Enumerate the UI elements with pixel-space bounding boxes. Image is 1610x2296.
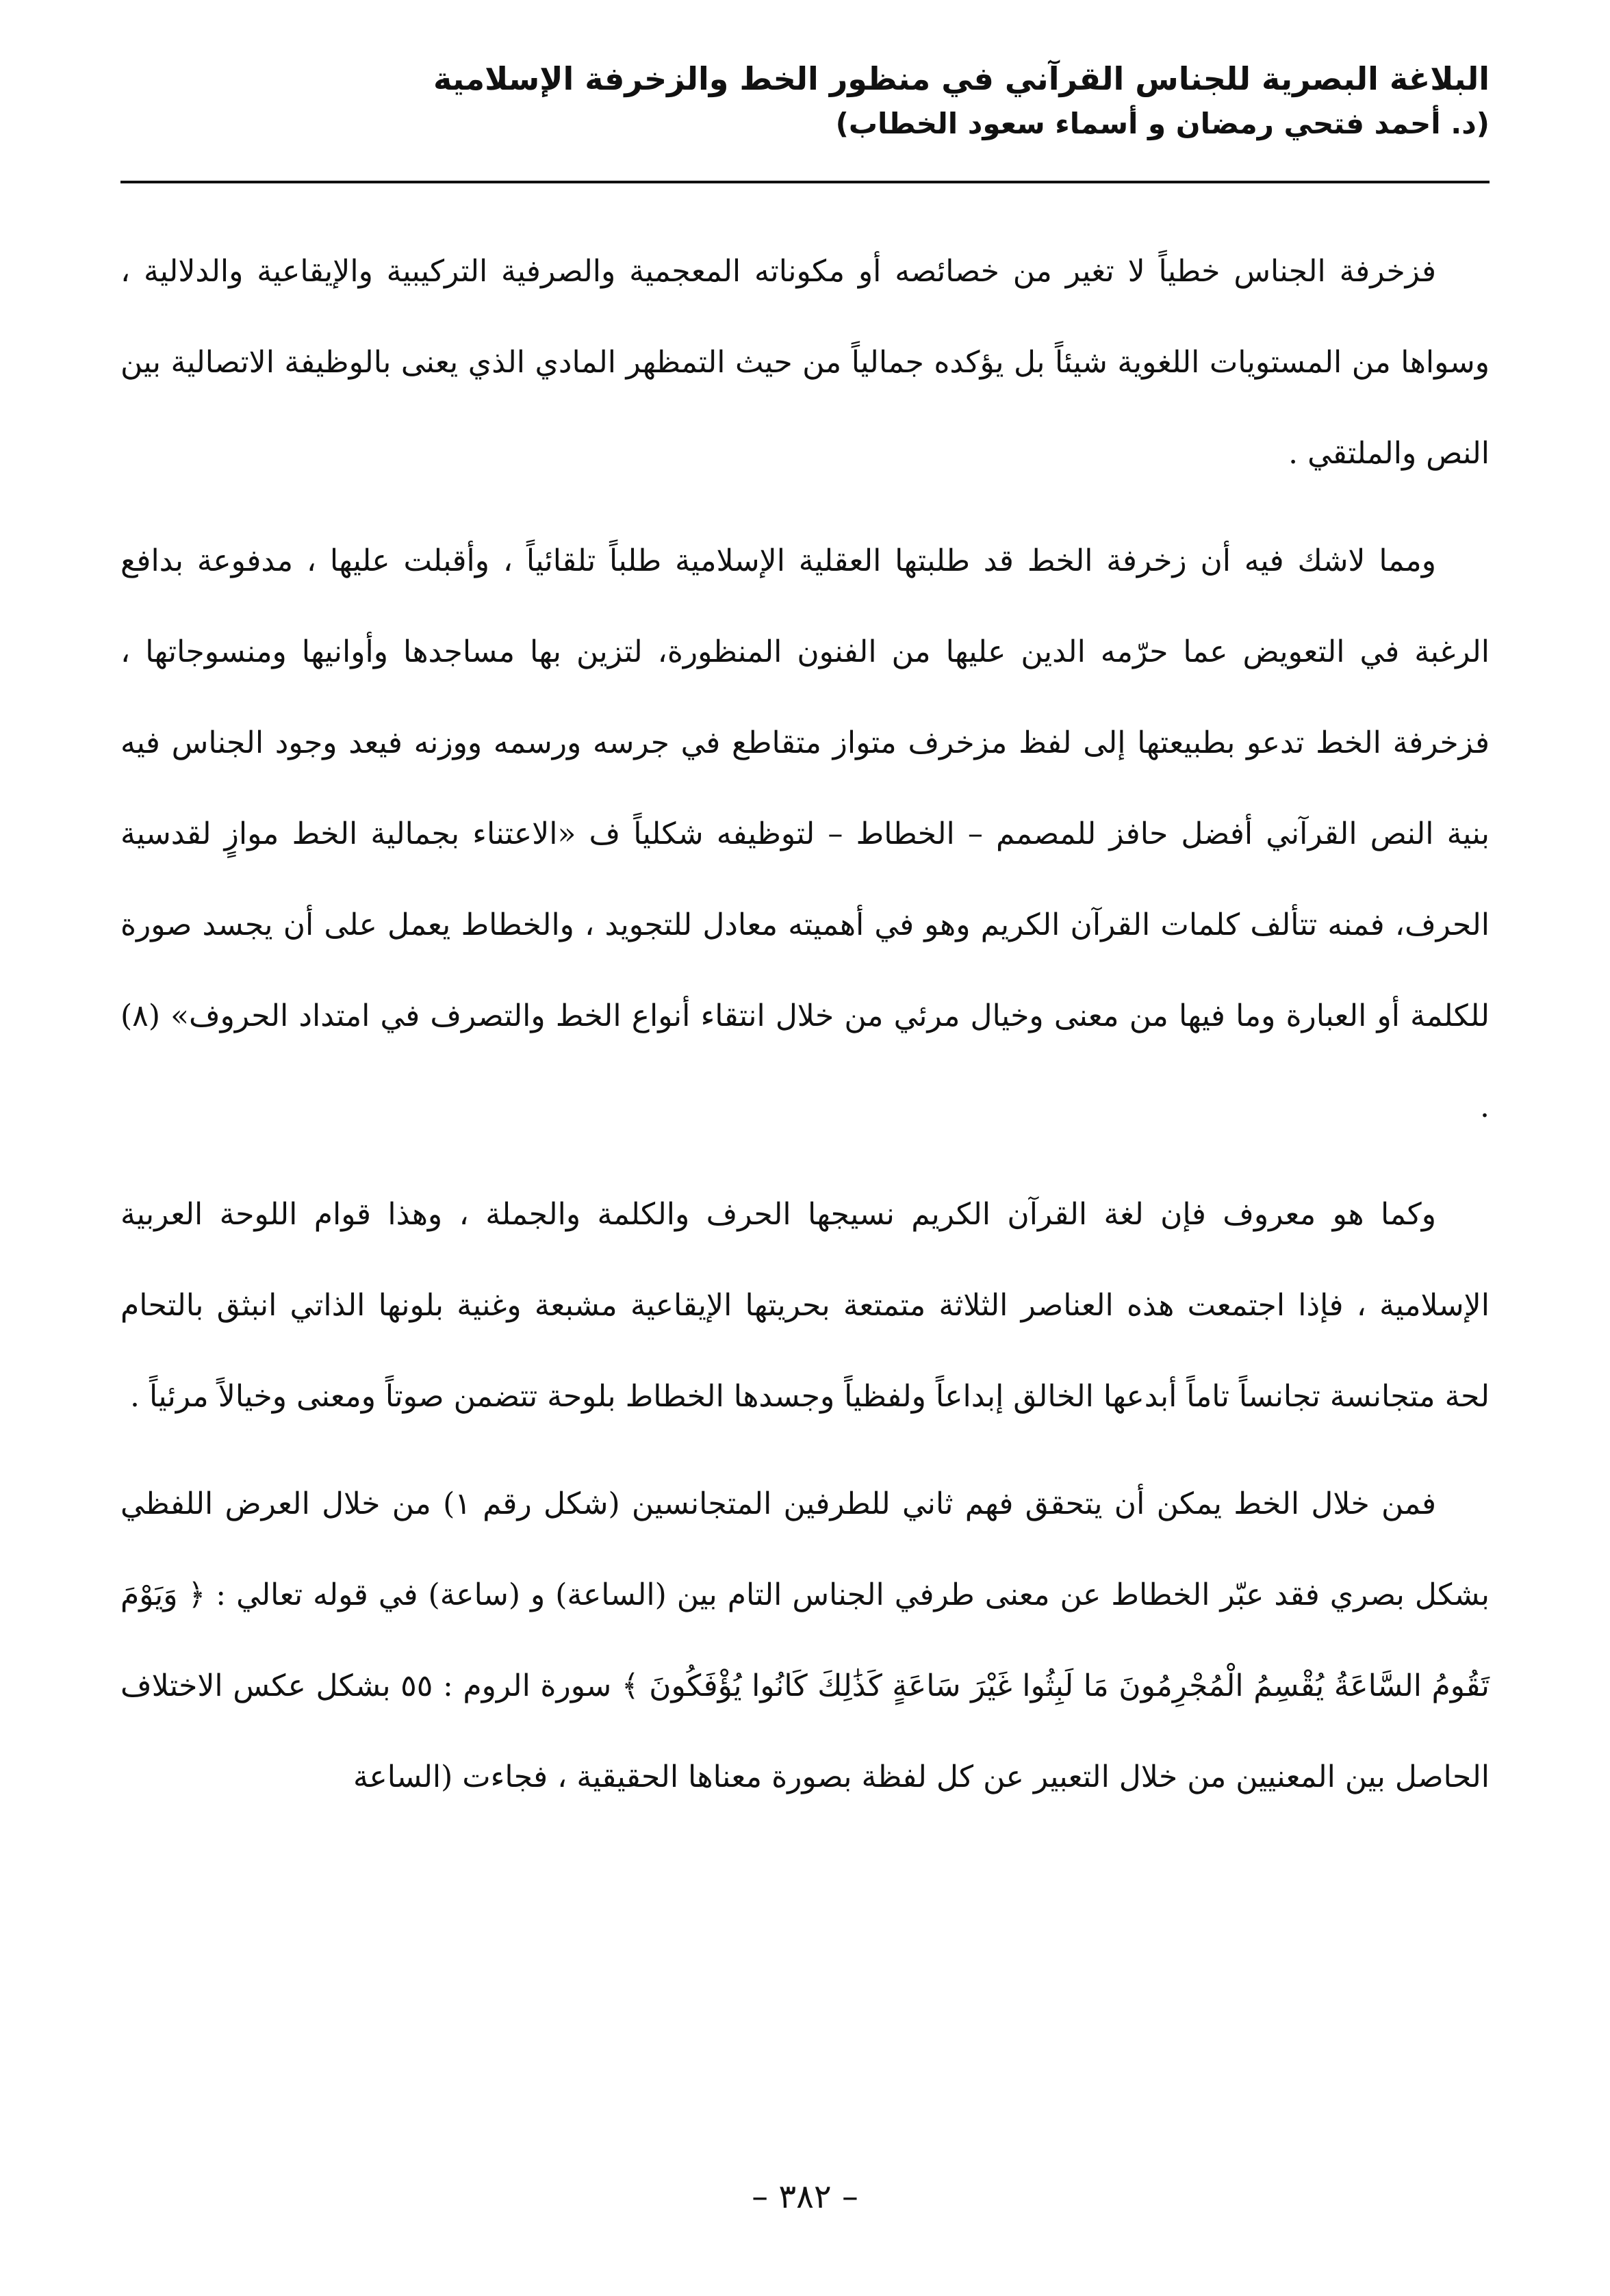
running-header: [120, 56, 1490, 146]
paragraph-4: فمن خلال الخط يمكن أن يتحقق فهم ثاني للطرفين المتجانسين (شكل رقم ١) من خلال العرض اللفظي بشكل بصري فقد عبّر الخطاط عن معنى طرفي الجناس التام بين (الساعة) و (ساعة) في قوله تعالي : ﴿ وَيَوْمَ تَقُومُ السَّاعَةُ يُقْسِمُ الْمُجْرِمُونَ مَا لَبِثُوا غَيْرَ سَاعَةٍ كَذَٰلِكَ كَانُوا يُؤْفَكُونَ ﴾ سورة الروم : ٥٥ بشكل عكس الاختلاف الحاصل بين المعنيين من خلال التعبير عن كل لفظة بصورة معناها الحقيقية ، فجاءت (الساعة: [120, 1486, 1490, 1794]
article-authors: (د. أحمد فتحي رمضان و أسماء سعود الخطاب): [835, 107, 1490, 140]
paragraph-3: وكما هو معروف فإن لغة القرآن الكريم نسيجها الحرف والكلمة والجملة ، وهذا قوام اللوحة العربية الإسلامية ، فإذا اجتمعت هذه العناصر الثلاثة متمتعة بحريتها الإيقاعية مشبعة وغنية بلونها الذاتي انبثق بالتحام لحة متجانسة تجانساً تاماً أبدعها الخالق إبداعاً ولفظياً وجسدها الخطاط بلوحة تتضمن صوتاً ومعنى وخيالاً مرئياً .: [120, 1197, 1490, 1414]
paragraph-1: فزخرفة الجناس خطياً لا تغير من خصائصه أو مكوناته المعجمية والصرفية التركيبية والإيقاعية والدلالية ، وسواها من المستويات اللغوية شيئاً بل يؤكده جمالياً من حيث التمظهر المادي الذي يعنى بالوظيفة الاتصالية بين النص والملتقي .: [120, 254, 1490, 471]
header-rule: [120, 181, 1490, 183]
page-number: – ٣٨٢ –: [752, 2178, 858, 2216]
paragraph-2: ومما لاشك فيه أن زخرفة الخط قد طلبتها العقلية الإسلامية طلباً تلقائياً ، وأقبلت عليها ، مدفوعة بدافع الرغبة في التعويض عما حرّمه الدين عليها من الفنون المنظورة، لتزين بها مساجدها وأوانيها ومنسوجاتها ، فزخرفة الخط تدعو بطبيعتها إلى لفظ مزخرف متواز متقاطع في جرسه ورسمه ووزنه فيعد وجود الجناس فيه بنية النص القرآني أفضل حافز للمصمم – الخطاط – لتوظيفه شكلياً ف «الاعتناء بجمالية الخط موازٍ لقدسية الحرف، فمنه تتألف كلمات القرآن الكريم وهو في أهميته معادل للتجويد ، والخطاط يعمل على أن يجسد صورة للكلمة أو العبارة وما فيها من معنى وخيال مرئي من خلال انتقاء أنواع الخط والتصرف في امتداد الحروف» (٨) .: [120, 543, 1490, 1124]
body-text: [120, 226, 1490, 1839]
article-title: البلاغة البصرية للجناس القرآني في منظور الخط والزخرفة الإسلامية: [433, 60, 1490, 97]
